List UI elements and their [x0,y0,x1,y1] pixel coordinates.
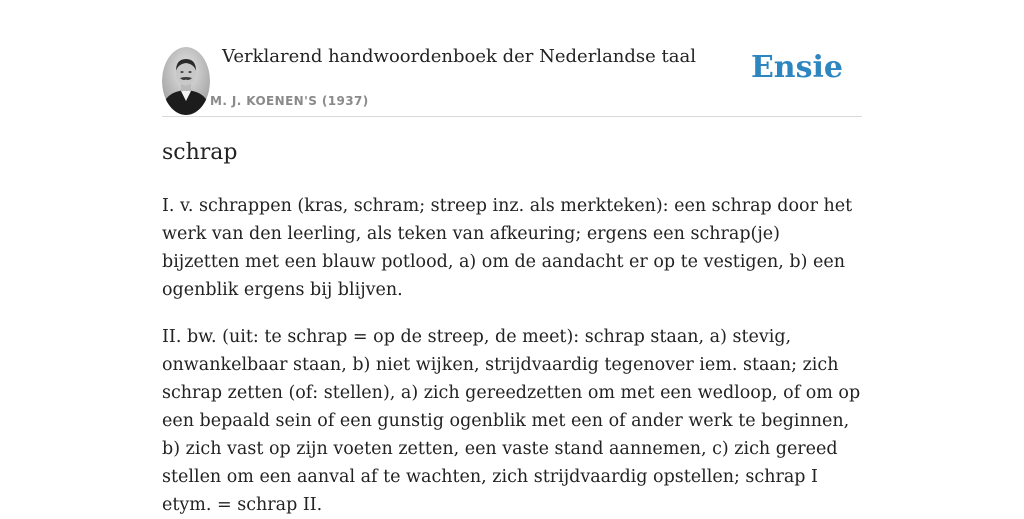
definition-1: I. v. schrappen (kras, schram; streep inz. als merkteken): een schrap door het werk van den leerling, als teken van afkeuring; ergens een schrap(je) bijzetten met een blauw potlood, a) om de aandacht er op te vestigen, b) een ogenblik ergens bij blijven. [162,196,853,300]
header [162,0,862,117]
author-portrait-image [162,47,210,115]
book-title[interactable]: Verklarend handwoordenboek der Nederlandse taal [222,46,696,67]
definition-2: II. bw. (uit: te schrap = op de streep, de meet): schrap staan, a) stevig, onwankelbaar staan, b) niet wijken, strijdvaardig tegenover iem. staan; zich schrap zetten (of: stellen), a) zich gereedzetten om met een wedloop, of om op een bepaald sein of een gunstig ogenblik met een of ander werk te beginnen, b) zich vast op zijn voeten zetten, een vaste stand aannemen, c) zich gereed stellen om een aanval af te wachten, zich strijdvaardig opstellen; schrap I etym. = schrap II. [162,327,861,515]
page [162,0,862,515]
author-portrait [162,47,210,115]
entry-headword: schrap [162,140,238,165]
author-line: M. J. KOENEN'S (1937) [210,94,369,108]
brand-logo[interactable]: Ensie [750,50,843,85]
